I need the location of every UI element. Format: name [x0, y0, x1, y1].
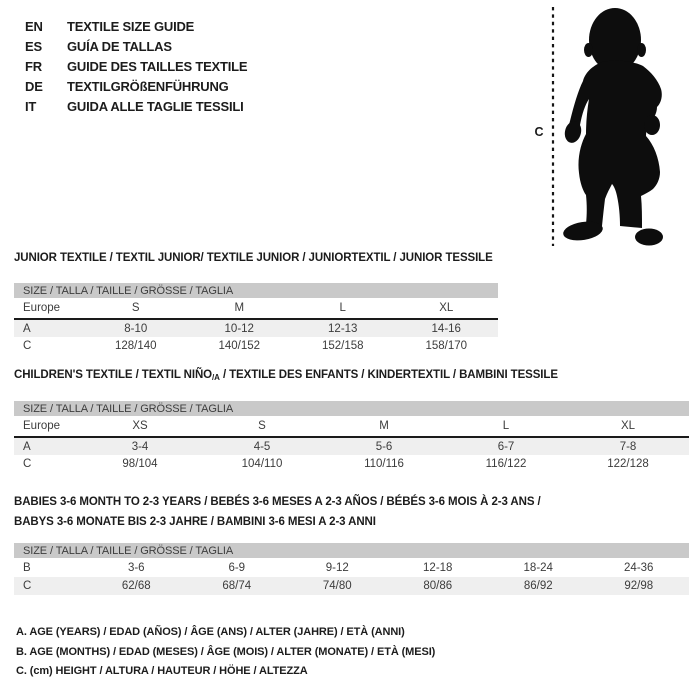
language-title: TEXTILGRÖßENFÜHRUNG	[67, 78, 229, 94]
language-title: TEXTILE SIZE GUIDE	[67, 18, 195, 34]
section-title-babies-line1: BABIES 3-6 MONTH TO 2-3 YEARS / BEBÉS 3-6 MESES A 2-3 AÑOS / BÉBÉS 3-6 MOIS À 2-3 ANS /	[14, 496, 541, 508]
row-label-c: C	[23, 340, 32, 352]
age-cell: 14-16	[431, 322, 461, 335]
section-title-junior: JUNIOR TEXTILE / TEXTIL JUNIOR/ TEXTILE JUNIOR / JUNIORTEXTIL / JUNIOR TESSILE	[14, 252, 493, 264]
size-cell: L	[339, 302, 346, 314]
section-title-children-prefix: CHILDREN'S TEXTILE / TEXTIL NIÑO	[14, 369, 213, 381]
footnote-c: C. (cm) HEIGHT / ALTURA / HAUTEUR / HÖHE / ALTEZZA	[16, 665, 308, 678]
language-title: GUIDE DES TAILLES TEXTILE	[67, 58, 248, 74]
height-cell: 128/140	[114, 340, 157, 352]
table-header-bar: SIZE / TALLA / TAILLE / GRÖSSE / TAGLIA	[14, 543, 689, 558]
footnote-b: B. AGE (MONTHS) / EDAD (MESES) / ÂGE (MOIS) / ALTER (MONATE) / ETÀ (MESI)	[16, 645, 436, 658]
size-cell: M	[234, 302, 245, 314]
size-cell: M	[379, 420, 389, 432]
height-cell: 110/116	[364, 458, 404, 470]
language-code: FR	[25, 58, 42, 74]
months-cell: 6-9	[228, 561, 246, 574]
table-row-age	[14, 320, 498, 337]
toddler-silhouette-figure	[545, 2, 700, 250]
height-cell: 98/104	[122, 458, 158, 470]
months-cell: 9-12	[325, 561, 349, 574]
table-row-months	[14, 558, 689, 577]
height-cell: 104/110	[241, 458, 283, 470]
height-cell: 158/170	[425, 340, 468, 352]
age-cell: 3-4	[131, 440, 149, 453]
size-cell: L	[502, 420, 510, 432]
age-cell: 12-13	[328, 322, 358, 335]
language-row-fr	[25, 56, 247, 76]
months-cell: 18-24	[523, 561, 553, 574]
row-label-a: A	[23, 440, 31, 453]
section-title-children-sub: /A	[212, 373, 220, 382]
height-cell: 68/74	[222, 580, 252, 592]
table-row-europe	[14, 416, 689, 436]
row-label-c: C	[23, 458, 32, 470]
table-header-bar: SIZE / TALLA / TAILLE / GRÖSSE / TAGLIA	[14, 283, 498, 298]
height-cell: 122/128	[607, 458, 649, 470]
height-measure-label: C	[534, 125, 544, 139]
language-title: GUÍA DE TALLAS	[67, 38, 172, 54]
size-cell: XL	[620, 420, 636, 432]
table-header-bar: SIZE / TALLA / TAILLE / GRÖSSE / TAGLIA	[14, 401, 689, 416]
size-cell: S	[131, 302, 140, 314]
language-code: EN	[25, 18, 43, 34]
height-cell: 62/68	[121, 580, 151, 592]
language-row-en	[25, 16, 247, 36]
language-row-de	[25, 76, 247, 96]
age-cell: 8-10	[124, 322, 148, 335]
section-title-babies-line2: BABYS 3-6 MONATE BIS 2-3 JAHRE / BAMBINI 3-6 MESI A 2-3 ANNI	[14, 515, 376, 528]
language-code: IT	[25, 98, 37, 114]
age-cell: 10-12	[224, 322, 254, 335]
age-cell: 6-7	[497, 440, 515, 453]
months-cell: 3-6	[127, 561, 145, 574]
table-row-height	[14, 337, 498, 355]
table-row-age	[14, 438, 689, 455]
table-row-height	[14, 577, 689, 595]
row-label-c: C	[23, 580, 32, 592]
size-cell: XS	[132, 420, 148, 432]
row-label-europe: Europe	[23, 420, 61, 432]
footnote-a: A. AGE (YEARS) / EDAD (AÑOS) / ÂGE (ANS) / ALTER (JAHRE) / ETÀ (ANNI)	[16, 626, 405, 638]
row-label-a: A	[23, 322, 31, 335]
height-cell: 116/122	[485, 458, 527, 470]
language-list	[25, 16, 247, 116]
junior-size-table	[14, 283, 498, 355]
language-code: ES	[25, 38, 42, 54]
babies-size-table	[14, 543, 689, 595]
height-cell: 74/80	[322, 580, 352, 592]
table-row-height	[14, 455, 689, 473]
months-cell: 12-18	[423, 561, 453, 574]
age-cell: 5-6	[375, 440, 393, 453]
table-row-europe	[14, 298, 498, 318]
size-cell: S	[258, 420, 266, 432]
section-title-babies	[14, 496, 541, 535]
section-title-children	[14, 369, 558, 382]
height-cell: 86/92	[523, 580, 553, 592]
children-size-table	[14, 401, 689, 473]
height-cell: 92/98	[624, 580, 654, 592]
language-row-it	[25, 96, 247, 116]
height-cell: 140/152	[218, 340, 261, 352]
language-code: DE	[25, 78, 43, 94]
language-title: GUIDA ALLE TAGLIE TESSILI	[67, 98, 244, 114]
toddler-silhouette	[562, 8, 663, 246]
size-cell: XL	[439, 302, 454, 314]
height-cell: 80/86	[423, 580, 453, 592]
months-cell: 24-36	[624, 561, 654, 574]
height-cell: 152/158	[321, 340, 364, 352]
age-cell: 4-5	[253, 440, 271, 453]
language-row-es	[25, 36, 247, 56]
footnotes	[16, 626, 435, 685]
row-label-b: B	[23, 561, 31, 574]
age-cell: 7-8	[619, 440, 637, 453]
row-label-europe: Europe	[23, 302, 61, 314]
section-title-children-suffix: / TEXTILE DES ENFANTS / KINDERTEXTIL / BAMBINI TESSILE	[219, 369, 558, 381]
